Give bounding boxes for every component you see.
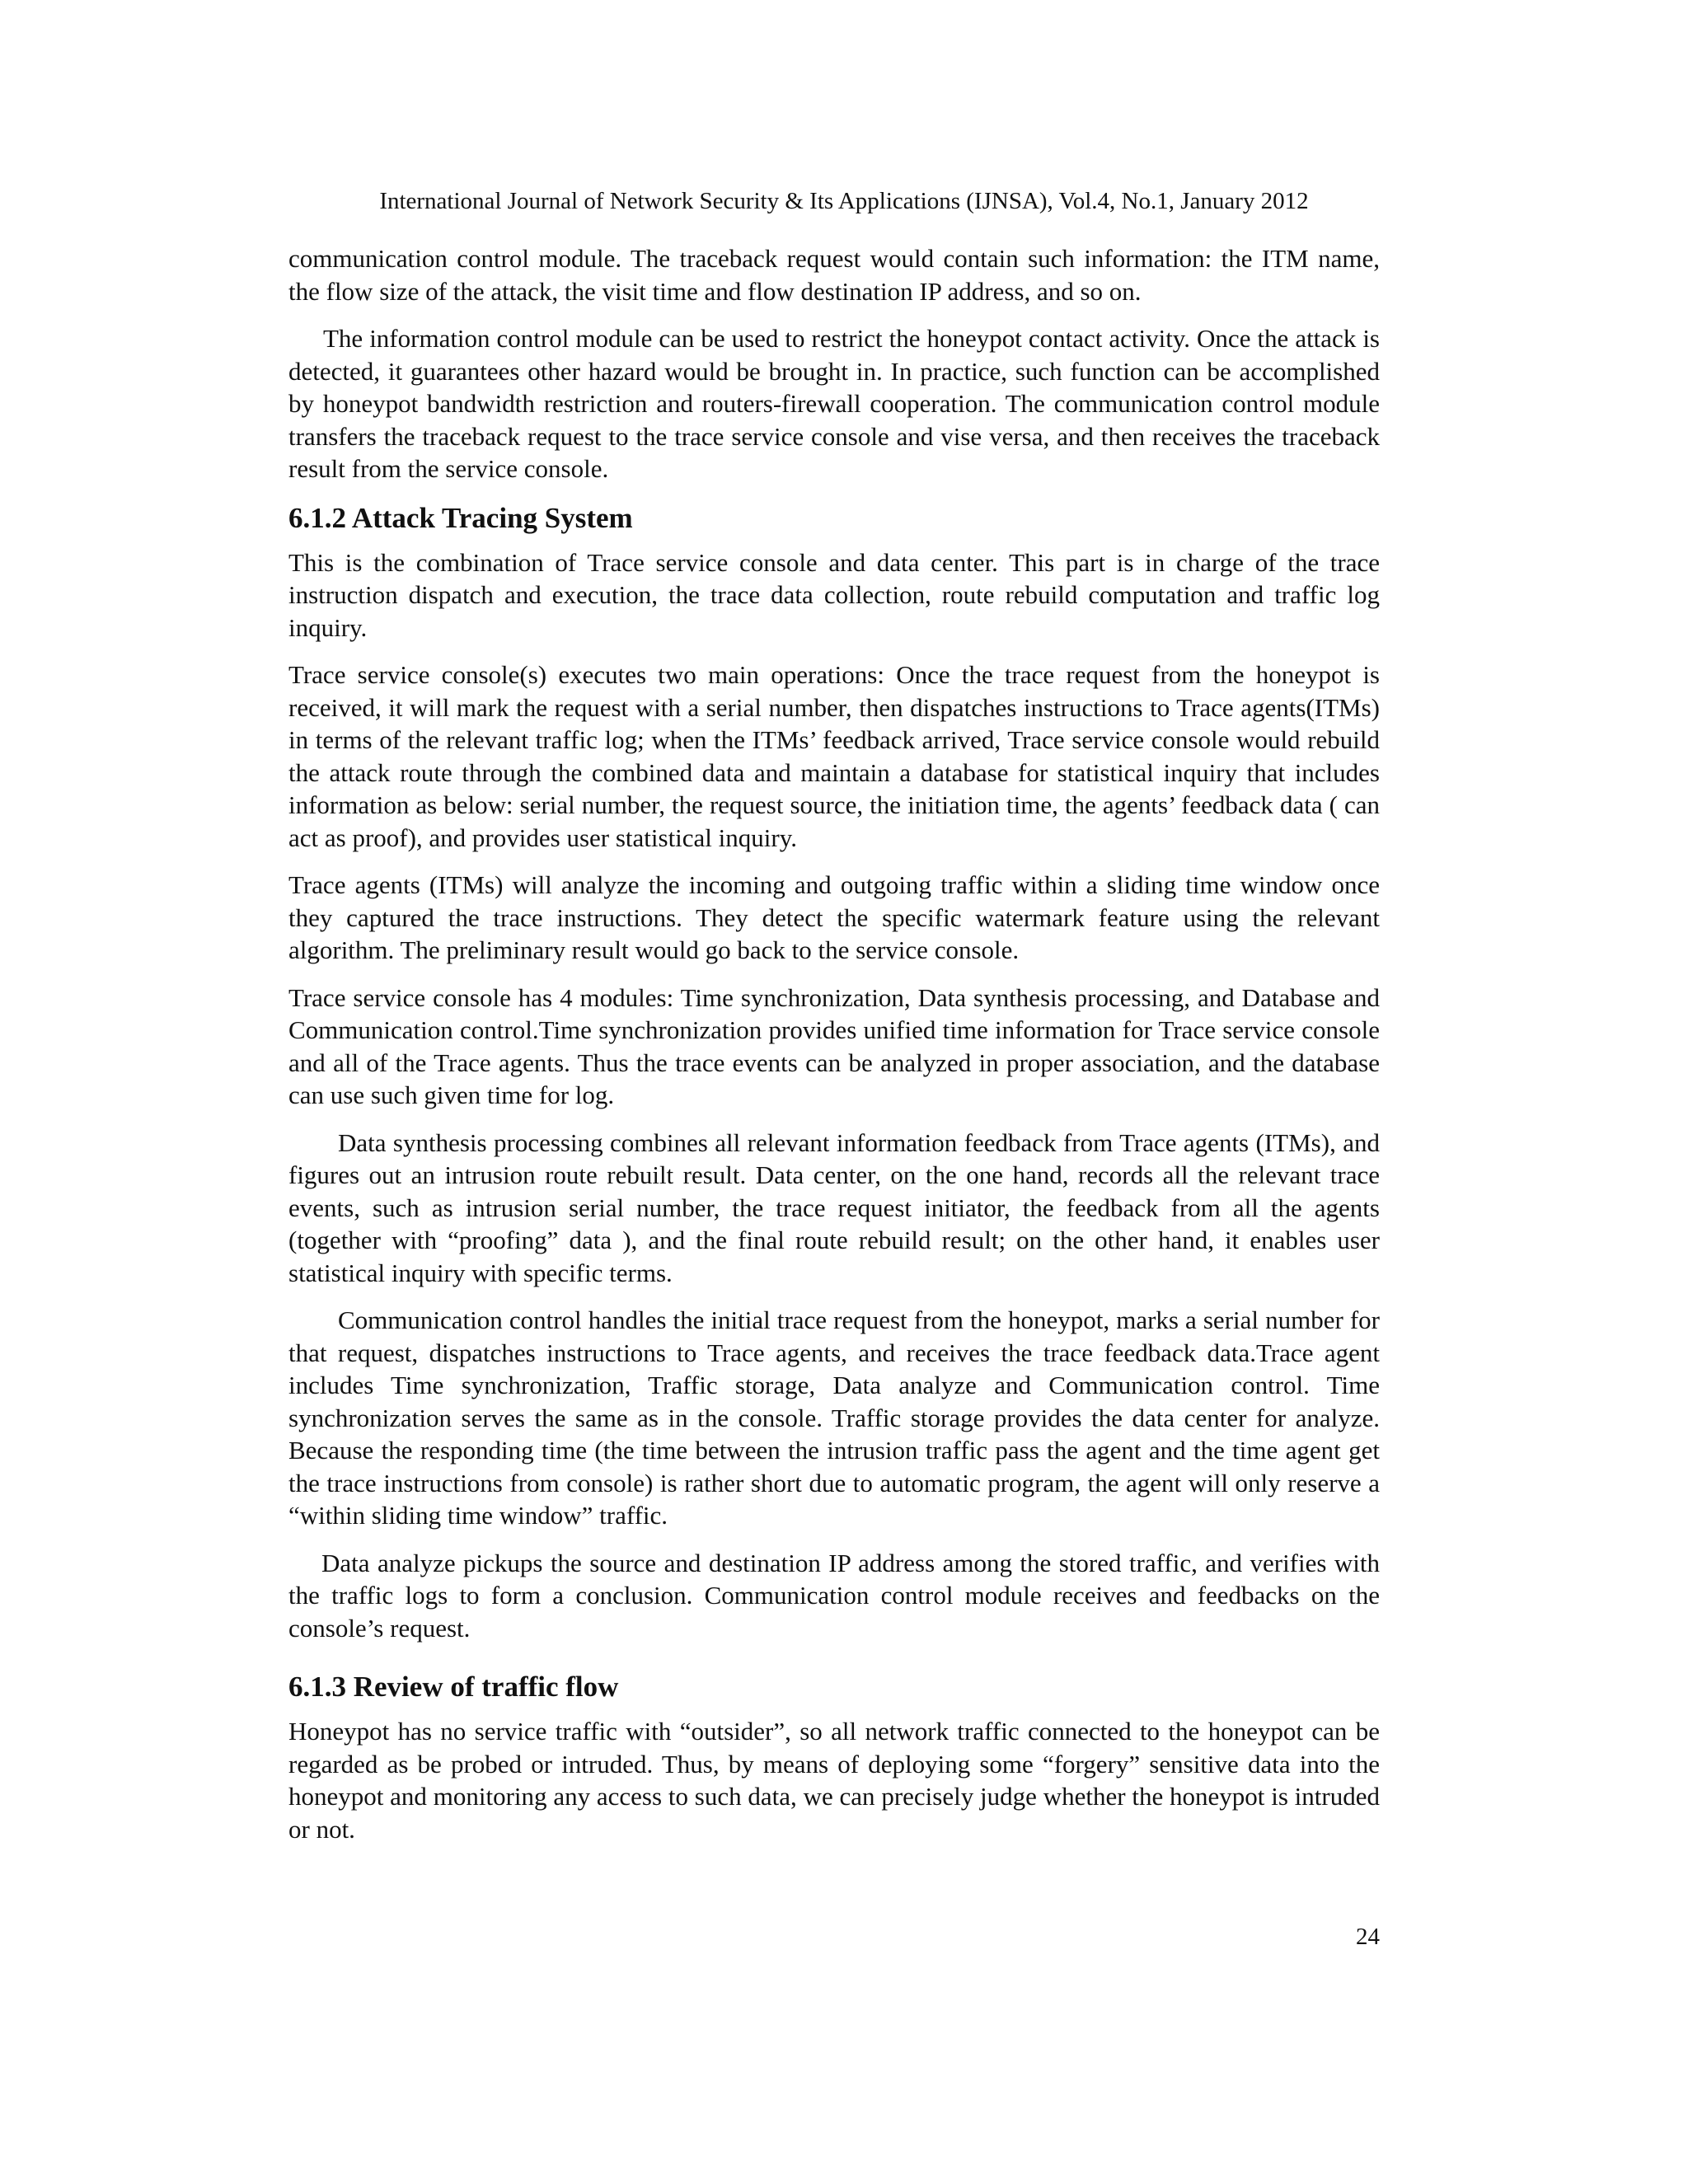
paragraph-communication-control: Communication control handles the initial trace request from the honeypot, marks a serial number for that request, dispatches instructions to Trace agents, and receives the trace feedback data.Trace agent includes Time synchronization, Traffic storage, Data analyze and Communication control. Time synchronization serves the same as in the console. Traffic storage provides the data center for analyze. Because the responding time (the time between the intrusion traffic pass the agent and the time agent get the trace instructions from console) is rather short due to automatic program, the agent will only reserve a “within sliding time window” traffic. <box>288 1305 1380 1530</box>
running-header: International Journal of Network Security & Its Applications (IJNSA), Vol.4, No.1, January 2012 <box>379 188 1309 214</box>
paragraph-information-control: The information control module can be used to restrict the honeypot contact activity. Once the attack is detected, it guarantees other hazard would be brought in. In practice, such function can be accomplished by honeypot bandwidth restriction and routers-firewall cooperation. The communication control module transfers the traceback request to the trace service console and vise versa, and then receives the traceback result from the service console. <box>288 324 1380 483</box>
body-text <box>288 242 1380 1860</box>
section-heading-attack-tracing: 6.1.2 Attack Tracing System <box>288 501 633 534</box>
page-number: 24 <box>1356 1924 1380 1950</box>
paragraph-attack-tracing-intro: This is the combination of Trace service console and data center. This part is in charge of the trace instruction dispatch and execution, the trace data collection, route rebuild computation and traffic log inquiry. <box>288 547 1380 642</box>
section-heading-traffic-flow: 6.1.3 Review of traffic flow <box>288 1671 619 1703</box>
paragraph-trace-console-operations: Trace service console(s) executes two main operations: Once the trace request from the honeypot is received, it will mark the request with a serial number, then dispatches instructions to Trace agents(ITMs) in terms of the relevant traffic log; when the ITMs’ feedback arrived, Trace service console would rebuild the attack route through the combined data and maintain a database for statistical inquiry that includes information as below: serial number, the request source, the initiation time, the agents’ feedback data ( can act as proof), and provides user statistical inquiry. <box>288 660 1380 852</box>
paragraph-honeypot-traffic: Honeypot has no service traffic with “outsider”, so all network traffic connected to the honeypot can be regarded as be probed or intruded. Thus, by means of deploying some “forgery” sensitive data into the honeypot and monitoring any access to such data, we can precisely judge whether the honeypot is intruded or not. <box>288 1717 1380 1844</box>
paragraph-data-synthesis: Data synthesis processing combines all relevant information feedback from Trace agents (ITMs), and figures out an intrusion route rebuilt result. Data center, on the one hand, records all the relevant trace events, such as intrusion serial number, the trace request initiator, the feedback from all the agents (together with “proofing” data ), and the final route rebuild result; on the other hand, it enables user statistical inquiry with specific terms. <box>288 1127 1380 1287</box>
paragraph-trace-agents: Trace agents (ITMs) will analyze the incoming and outgoing traffic within a sliding time window once they captured the trace instructions. They detect the specific watermark feature using the relevant algorithm. The preliminary result would go back to the service console. <box>288 870 1380 964</box>
paragraph-console-modules: Trace service console has 4 modules: Time synchronization, Data synthesis processing, and Database and Communication control.Time synchronization provides unified time information for Trace service console and all of the Trace agents. Thus the trace events can be analyzed in proper association, and the database can use such given time for log. <box>288 982 1380 1109</box>
paragraph-continuation: communication control module. The traceback request would contain such information: the ITM name, the flow size of the attack, the visit time and flow destination IP address, and so on. <box>288 244 1380 306</box>
paragraph-data-analyze: Data analyze pickups the source and destination IP address among the stored traffic, and verifies with the traffic logs to form a conclusion. Communication control module receives and feedbacks on the console’s request. <box>288 1548 1380 1643</box>
